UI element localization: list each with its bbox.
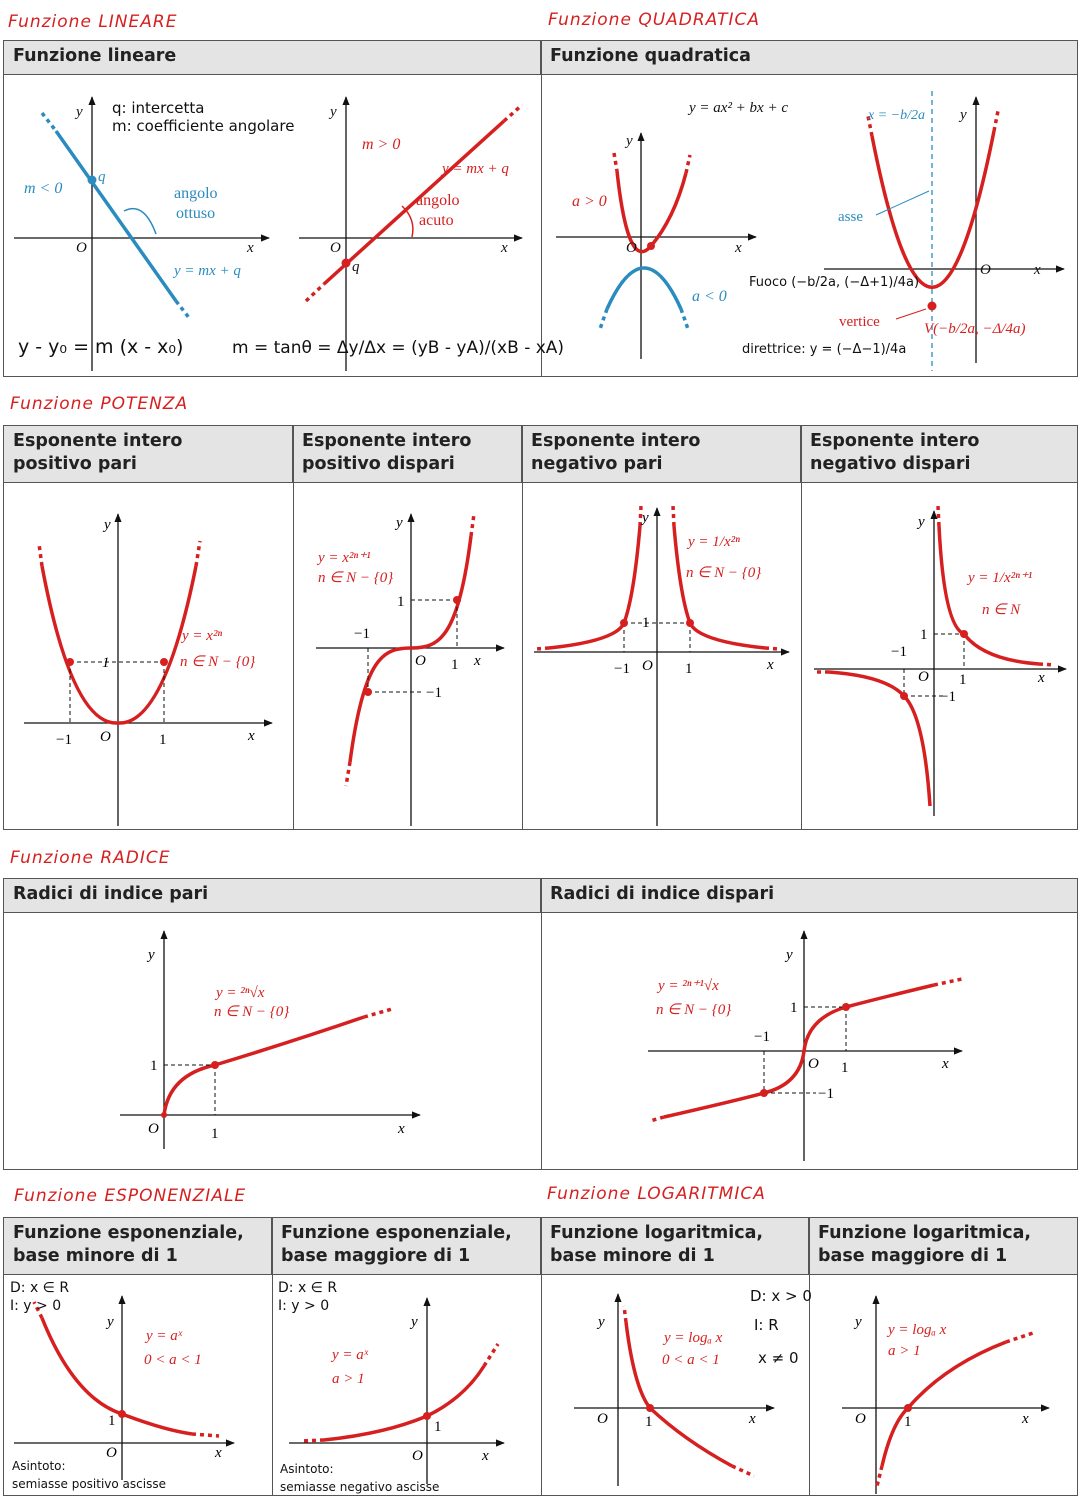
- point: [900, 692, 908, 700]
- exponential-section-title: Funzione ESPONENZIALE: [14, 1186, 247, 1206]
- x-label: x: [215, 1445, 222, 1461]
- fuoco-note: Fuoco (−b/2a, (−Δ+1)/4a): [749, 275, 920, 290]
- parabola-up-dash: [614, 153, 690, 173]
- a-neg-label: a < 0: [692, 288, 727, 305]
- m-pos-label: m > 0: [362, 136, 401, 153]
- vertice-label: vertice: [839, 314, 880, 330]
- x-label: x: [735, 240, 742, 256]
- condition: n ∈ N − {0}: [214, 1004, 290, 1020]
- x-label: x: [398, 1121, 405, 1137]
- y-label: y: [107, 1314, 114, 1330]
- y-label: y: [642, 510, 649, 526]
- line-equation: y = mx + q: [174, 263, 241, 279]
- header-line: Esponente intero: [531, 431, 701, 451]
- point: [118, 1410, 126, 1418]
- linear-graph-positive: [299, 97, 522, 371]
- y-label: y: [786, 947, 793, 963]
- equation: y = x²ⁿ: [182, 628, 223, 644]
- tick: −1: [891, 644, 907, 660]
- linear-graph-negative: [14, 97, 269, 371]
- quadratic-graph-detail: [824, 91, 1064, 371]
- equation: y = ²ⁿ⁺¹√x: [658, 978, 719, 994]
- point: [620, 619, 628, 627]
- origin: O: [100, 729, 111, 745]
- x-label: x: [749, 1411, 756, 1427]
- x-label: x: [1038, 670, 1045, 686]
- graph-exp-increasing: [278, 1280, 504, 1494]
- header-line: base minore di 1: [550, 1246, 715, 1266]
- tick: 1: [841, 1060, 849, 1076]
- direttrice-note: direttrice: y = (−Δ−1)/4a: [742, 342, 907, 357]
- y-label: y: [396, 515, 403, 531]
- angle-label: ottuso: [176, 205, 216, 222]
- equation: y = aˣ: [332, 1347, 369, 1363]
- y-label: y: [855, 1314, 862, 1330]
- y-label: y: [411, 1314, 418, 1330]
- curve-dash: [650, 979, 962, 1121]
- y-label: y: [330, 104, 337, 120]
- image-note: I: y > 0: [278, 1298, 330, 1314]
- equation: y = 1/x²ⁿ: [688, 534, 740, 550]
- angle-label: angolo: [416, 192, 460, 209]
- asymptote-note: semiasse positivo ascisse: [12, 1477, 166, 1491]
- graph-odd-root: [648, 931, 962, 1161]
- header-line: Esponente intero: [302, 431, 472, 451]
- x-label: x: [767, 657, 774, 673]
- equation: y = logₐ x: [888, 1322, 947, 1338]
- graph-even-positive: [24, 514, 272, 826]
- tick: 1: [920, 627, 928, 643]
- asymptote-note: Asintoto:: [280, 1462, 334, 1476]
- asymptote-note: Asintoto:: [12, 1459, 66, 1473]
- origin: O: [642, 658, 653, 674]
- x-label: x: [248, 728, 255, 744]
- header-line: negativo pari: [531, 454, 663, 474]
- root-graphs: [4, 879, 1079, 1171]
- equation: y = logₐ x: [664, 1330, 723, 1346]
- header-line: negativo dispari: [810, 454, 971, 474]
- quadratic-equation: y = ax² + bx + c: [689, 100, 788, 116]
- header-line: Esponente intero: [13, 431, 183, 451]
- header-line: Funzione logaritmica,: [550, 1223, 764, 1243]
- blue-line-dash: [42, 113, 56, 131]
- graph-log-decreasing: [574, 1287, 812, 1486]
- header-title: Radici di indice pari: [13, 884, 209, 904]
- tick: −1: [354, 626, 370, 642]
- origin: O: [597, 1411, 608, 1427]
- origin-label: O: [626, 240, 637, 256]
- point: [646, 1404, 654, 1412]
- tick: −1: [426, 685, 442, 701]
- vertice-leader: [896, 309, 926, 319]
- point: [211, 1061, 219, 1069]
- quadratic-section-title: Funzione QUADRATICA: [548, 10, 760, 30]
- header-quadratic-title: Funzione quadratica: [550, 46, 751, 66]
- parabola-down-dash: [600, 309, 688, 329]
- header-line: Funzione esponenziale,: [13, 1223, 244, 1243]
- origin-label: O: [980, 262, 991, 278]
- header-line: base minore di 1: [13, 1246, 178, 1266]
- point: [160, 658, 168, 666]
- tick: 1: [397, 594, 405, 610]
- blue-line-dash: [176, 301, 190, 319]
- curve: [882, 1342, 1006, 1466]
- condition: 0 < a < 1: [144, 1352, 202, 1368]
- tick: 1: [102, 655, 110, 671]
- tick: 1: [150, 1058, 158, 1074]
- x-label: x: [474, 653, 481, 669]
- origin-label: O: [76, 240, 87, 256]
- point: [842, 1003, 850, 1011]
- condition: a > 1: [888, 1343, 921, 1359]
- domain-note: D: x > 0: [750, 1287, 812, 1305]
- x-label: x: [942, 1056, 949, 1072]
- power-section-title: Funzione POTENZA: [10, 394, 189, 414]
- tick: 1: [108, 1413, 116, 1429]
- origin: O: [808, 1056, 819, 1072]
- origin: O: [106, 1445, 117, 1461]
- condition: n ∈ N − {0}: [656, 1002, 732, 1018]
- y-label: y: [76, 104, 83, 120]
- header-line: Esponente intero: [810, 431, 980, 451]
- condition: a > 1: [332, 1371, 365, 1387]
- graph-even-negative: [534, 506, 789, 826]
- x-label: x: [1034, 262, 1041, 278]
- root-section-title: Funzione RADICE: [10, 848, 171, 868]
- power-panel: [3, 425, 1078, 830]
- image-note: I: y > 0: [10, 1298, 62, 1314]
- y-label: y: [148, 947, 155, 963]
- asse-label: asse: [838, 209, 863, 225]
- linear-quadratic-graphs: [4, 41, 1079, 378]
- point: [904, 1404, 912, 1412]
- red-line-dash: [504, 105, 522, 121]
- y-label: y: [104, 517, 111, 533]
- graph-exp-decreasing: [10, 1280, 234, 1491]
- q-label: q: [352, 259, 360, 275]
- condition: n ∈ N − {0}: [686, 565, 762, 581]
- point: [453, 596, 461, 604]
- equation: y = aˣ: [146, 1328, 183, 1344]
- tick: −1: [940, 689, 956, 705]
- a-pos-label: a > 0: [572, 193, 607, 210]
- tick: 1: [790, 1000, 798, 1016]
- linear-quadratic-panel: [3, 40, 1078, 377]
- header-line: Funzione esponenziale,: [281, 1223, 512, 1243]
- point: [364, 688, 372, 696]
- tick: 1: [434, 1419, 442, 1435]
- vertex-point: [647, 242, 655, 250]
- line-equation: y = mx + q: [442, 161, 509, 177]
- x-label: x: [501, 240, 508, 256]
- quadratic-graph-sign: [556, 100, 788, 359]
- tick: 1: [451, 657, 459, 673]
- curve-positive: [939, 526, 1039, 664]
- asymptote-note: semiasse negativo ascisse: [280, 1480, 440, 1494]
- origin: O: [415, 653, 426, 669]
- angle-arc: [124, 209, 156, 234]
- x-note: x ≠ 0: [758, 1349, 799, 1367]
- y-label: y: [626, 133, 633, 149]
- graph-odd-positive: [316, 514, 504, 826]
- equation: y = 1/x²ⁿ⁺¹: [968, 570, 1033, 586]
- header-linear-title: Funzione lineare: [13, 46, 177, 66]
- y-label: y: [598, 1314, 605, 1330]
- tick: 1: [904, 1414, 912, 1430]
- q-label: q: [98, 169, 106, 185]
- tick: 1: [642, 615, 650, 631]
- origin: O: [855, 1411, 866, 1427]
- point: [760, 1089, 768, 1097]
- q-point: [88, 176, 97, 185]
- origin: O: [918, 669, 929, 685]
- power-graphs: [4, 426, 1079, 831]
- condition: n ∈ N − {0}: [318, 570, 394, 586]
- parabola-down: [607, 268, 681, 309]
- tick: −1: [614, 661, 630, 677]
- origin: O: [412, 1448, 423, 1464]
- tick: 1: [211, 1126, 219, 1142]
- curve-dash: [364, 1009, 392, 1017]
- tick: 1: [645, 1414, 653, 1430]
- tick: 1: [959, 672, 967, 688]
- m-neg-label: m < 0: [24, 180, 63, 197]
- tick: 1: [159, 732, 167, 748]
- x-label: x: [1022, 1411, 1029, 1427]
- tick: −1: [818, 1086, 834, 1102]
- condition: n ∈ N − {0}: [180, 654, 256, 670]
- curve-dash: [39, 541, 200, 566]
- point: [423, 1412, 431, 1420]
- header-title: Radici di indice dispari: [550, 884, 775, 904]
- angle-label: acuto: [419, 212, 454, 229]
- header-line: positivo dispari: [302, 454, 455, 474]
- origin-label: O: [330, 240, 341, 256]
- curve-left: [549, 526, 640, 648]
- note-m: m: coefficiente angolare: [112, 117, 295, 135]
- curve: [164, 1017, 364, 1115]
- vertex-point: [928, 302, 937, 311]
- exp-log-panel: [3, 1217, 1078, 1496]
- condition: n ∈ N: [982, 602, 1021, 618]
- blue-line: [56, 131, 176, 301]
- domain-note: D: x ∈ R: [278, 1280, 338, 1296]
- origin-point: [161, 1112, 167, 1118]
- formula-point-slope: y - y₀ = m (x - x₀): [18, 336, 184, 358]
- equation: y = x²ⁿ⁺¹: [318, 550, 371, 566]
- graph-odd-negative: [814, 506, 1066, 816]
- angle-label: angolo: [174, 185, 218, 202]
- header-line: base maggiore di 1: [281, 1246, 471, 1266]
- y-label: y: [918, 514, 925, 530]
- vertex-coordinates: V(−b/2a, −Δ/4a): [924, 321, 1026, 337]
- point: [66, 658, 74, 666]
- point: [686, 619, 694, 627]
- curve: [42, 566, 196, 723]
- header-line: positivo pari: [13, 454, 137, 474]
- domain-note: D: x ∈ R: [10, 1280, 70, 1296]
- x-label: x: [482, 1448, 489, 1464]
- formula-slope: m = tanθ = Δy/Δx = (yB - yA)/(xB - xA): [232, 338, 565, 358]
- equation: y = ²ⁿ√x: [216, 985, 265, 1001]
- exp-log-graphs: [4, 1218, 1079, 1497]
- header-line: Funzione logaritmica,: [818, 1223, 1032, 1243]
- point: [960, 630, 968, 638]
- image-note: I: R: [754, 1316, 779, 1334]
- tick: −1: [56, 732, 72, 748]
- root-panel: [3, 878, 1078, 1170]
- q-point: [342, 259, 351, 268]
- x-label: x: [247, 240, 254, 256]
- red-line: [324, 121, 504, 284]
- red-line-dash: [306, 284, 324, 301]
- header-line: base maggiore di 1: [818, 1246, 1008, 1266]
- y-label: y: [960, 107, 967, 123]
- tick: 1: [685, 661, 693, 677]
- tick: −1: [754, 1029, 770, 1045]
- condition: 0 < a < 1: [662, 1352, 720, 1368]
- origin: O: [148, 1121, 159, 1137]
- curve-negative: [829, 672, 930, 806]
- graph-even-root: [120, 931, 420, 1149]
- logarithmic-section-title: Funzione LOGARITMICA: [547, 1184, 766, 1204]
- axis-equation: x = −b/2a: [868, 108, 925, 123]
- note-q: q: intercetta: [112, 99, 205, 117]
- graph-log-increasing: [842, 1296, 1049, 1494]
- linear-section-title: Funzione LINEARE: [8, 12, 178, 32]
